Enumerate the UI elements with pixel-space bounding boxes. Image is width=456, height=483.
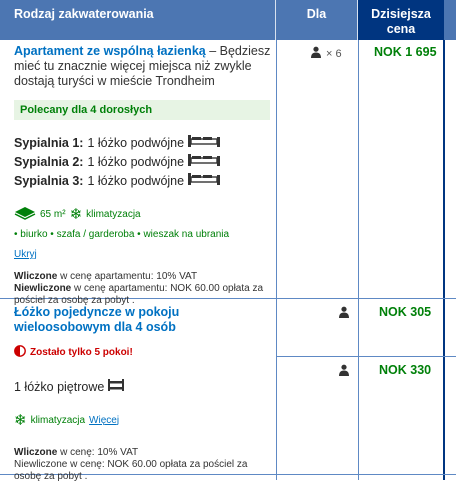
excluded-label: Niewliczone: [14, 283, 72, 294]
excluded-line: Niewliczone w cenę: NOK 60.00 opłata za pościel za osobę za pobyt .: [14, 459, 248, 482]
included-line: [14, 271, 272, 283]
room-name-link[interactable]: Łóżko pojedyncze w pokoju wieloosobowym dla 4 osób: [14, 305, 180, 334]
bedroom-item: [14, 134, 272, 153]
availability-text: Zostało tylko 5 pokoi!: [30, 347, 133, 358]
bedroom-label: Sypialnia 2:: [14, 155, 84, 169]
room-name-link[interactable]: Apartament ze wspólną łazienką: [14, 44, 206, 58]
room-row-dorm: [14, 305, 272, 483]
room-title: [14, 44, 272, 89]
price-inclusions: [14, 271, 272, 307]
bedroom-list: [14, 134, 272, 191]
included-text: w cenę apartamentu: 10% VAT: [57, 271, 198, 282]
occupancy-count: × 6: [326, 47, 342, 60]
column-header-occupancy: Dla: [276, 0, 358, 40]
included-line: [14, 447, 272, 459]
facilities-row: [14, 411, 272, 429]
column-header-room-type: Rodzaj zakwaterowania: [0, 0, 276, 40]
facilities-row: [14, 205, 272, 223]
excluded-line: [14, 283, 272, 307]
room-row-apartment: [14, 44, 272, 307]
column-divider: [276, 40, 277, 480]
price-inclusions: [14, 447, 272, 483]
room-size-icon: [14, 206, 36, 223]
person-icon: [338, 364, 350, 379]
person-icon: [310, 46, 322, 61]
column-divider: [358, 40, 359, 480]
bedroom-label: Sypialnia 3:: [14, 174, 84, 188]
air-conditioning-label: klimatyzacja: [86, 208, 141, 220]
bedroom-label: Sypialnia 1:: [14, 136, 84, 150]
more-details-link[interactable]: Więcej: [89, 414, 120, 426]
price-dorm-option-1: NOK 305: [379, 305, 432, 319]
bedroom-bed: 1 łóżko podwójne: [87, 174, 185, 188]
bedroom-bed: 1 łóżko podwójne: [87, 136, 185, 150]
bedroom-bed: 1 łóżko podwójne: [87, 155, 185, 169]
availability-warning: [14, 345, 272, 360]
bed-text: 1 łóżko piętrowe: [14, 379, 105, 394]
snowflake-icon: ❄: [69, 206, 83, 223]
air-conditioning-label: klimatyzacja: [30, 414, 86, 426]
column-header-extra: [444, 0, 456, 40]
column-header-price: [358, 0, 444, 40]
column-divider: [443, 40, 445, 480]
included-label: Wliczone: [14, 447, 58, 458]
row-divider: [276, 356, 456, 357]
occupancy-apartment: [310, 46, 342, 61]
double-bed-icon: [187, 134, 221, 153]
snowflake-icon: ❄: [14, 412, 27, 429]
price-header-line1: Dzisiejsza: [371, 7, 431, 21]
included-label: Wliczone: [14, 271, 58, 282]
bunk-bed-icon: [107, 378, 125, 395]
room-description: – Będziesz mieć tu znacznie więcej miejsca niż zwykle dostają turyści w mieście Trondheim: [14, 44, 271, 88]
excluded-text: w cenę apartamentu: NOK 60.00 opłata za pościel za osobę za pobyt .: [14, 283, 264, 306]
price-header-line2: cena: [386, 22, 416, 36]
half-circle-icon: [14, 345, 26, 360]
person-icon: [338, 306, 350, 321]
price-dorm-option-2: NOK 330: [379, 363, 432, 377]
bedroom-item: [14, 172, 272, 191]
double-bed-icon: [187, 172, 221, 191]
hide-details-link[interactable]: Ukryj: [14, 249, 37, 260]
bedroom-item: [14, 153, 272, 172]
room-size: 65 m²: [40, 208, 66, 220]
bed-info: [14, 378, 272, 395]
double-bed-icon: [187, 153, 221, 172]
included-text: w cenę: 10% VAT: [57, 447, 139, 458]
recommended-badge: Polecany dla 4 dorosłych: [14, 100, 270, 120]
price-apartment: NOK 1 695: [374, 45, 437, 59]
amenities-list: • biurko • szafa / garderoba • wieszak na ubrania: [14, 229, 230, 240]
